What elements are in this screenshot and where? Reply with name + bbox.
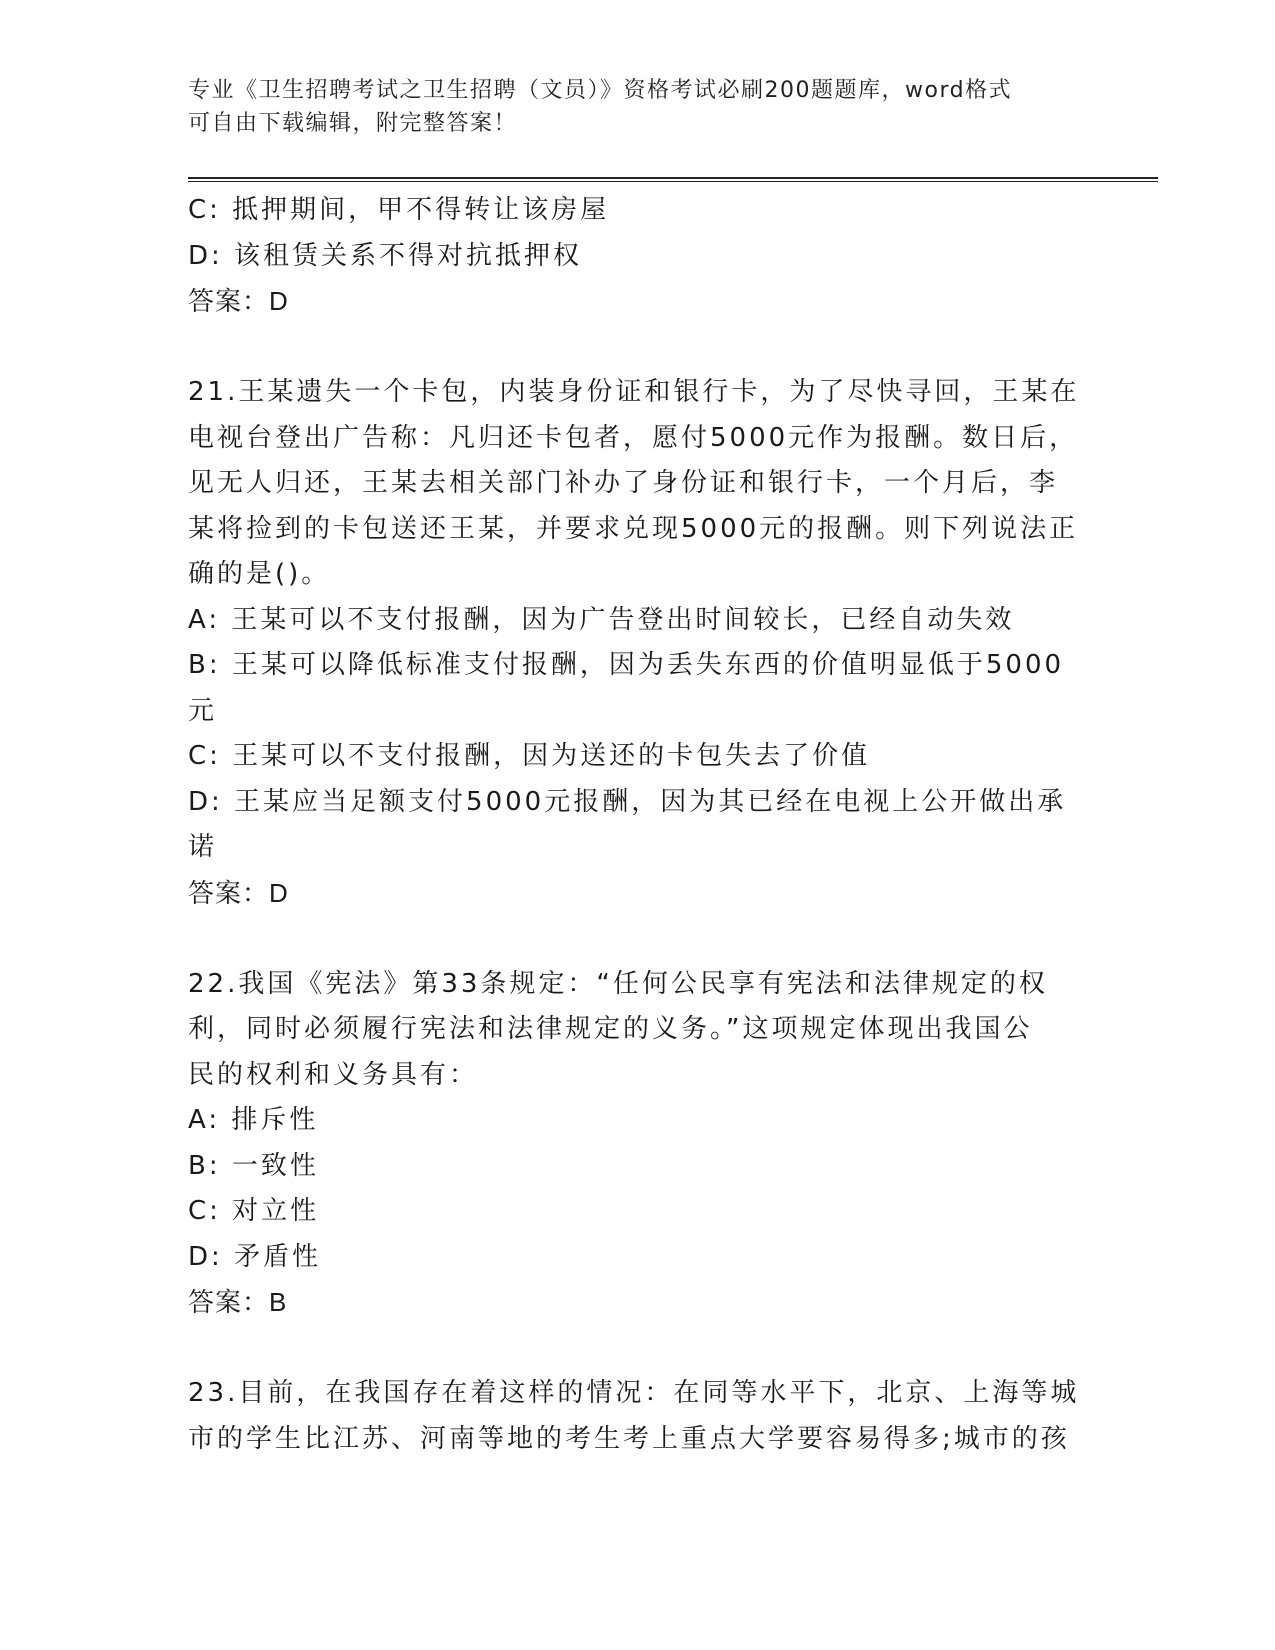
option-d-continued: 诺 [188,832,218,862]
option-b: B: 一致性 [188,1150,319,1181]
option-a: A: 排斥性 [188,1105,319,1135]
question-stem-line: 见无人归还，王某去相关部门补办了身份证和银行卡，一个月后，李 [188,468,1059,498]
header-title-line-2: 可自由下载编辑，附完整答案！ [188,111,518,136]
option-a: A: 王某可以不支付报酬，因为广告登出时间较长，已经自动失效 [188,604,1015,635]
answer-line: 答案：B [188,1287,288,1317]
question-21 [188,370,1088,916]
question-stem-line: 23.目前，在我国存在着这样的情况：在同等水平下，北京、上海等城 [188,1378,1080,1408]
question-22 [188,962,1088,1326]
question-stem-line: 22.我国《宪法》第33条规定：“任何公民享有宪法和法律规定的权 [188,968,1048,999]
option-d: D: 该租赁关系不得对抗抵押权 [188,240,583,271]
option-c: C: 王某可以不支付报酬，因为送还的卡包失去了价值 [188,741,871,771]
question-23 [188,1371,1088,1462]
document-header [188,74,1088,140]
option-c: C: 对立性 [188,1196,320,1226]
option-d: D: 王某应当足额支付5000元报酬，因为其已经在电视上公开做出承 [188,786,1067,817]
question-stem-line: 电视台登出广告称：凡归还卡包者，愿付5000元作为报酬。数日后， [188,422,1079,453]
question-stem-line: 利，同时必须履行宪法和法律规定的义务。”这项规定体现出我国公 [188,1014,1033,1044]
option-b-continued: 元 [188,695,218,726]
question-stem-line: 市的学生比江苏、河南等地的考生考上重点大学要容易得多;城市的孩 [188,1423,1070,1454]
document-body [188,188,1088,1462]
header-title-line-1: 专业《卫生招聘考试之卫生招聘（文员）》资格考试必刷200题题库，word格式 [188,78,1013,103]
option-b: B: 王某可以降低标准支付报酬，因为丢失东西的价值明显低于5000 [188,650,1065,680]
header-divider [188,177,1158,182]
option-c: C: 抵押期间，甲不得转让该房屋 [188,195,610,225]
question-stem-line: 确的是()。 [188,559,331,589]
question-stem-line: 民的权利和义务具有： [188,1059,479,1090]
question-stem-line: 21.王某遗失一个卡包，内装身份证和银行卡，为了尽快寻回，王某在 [188,377,1080,407]
answer-line: 答案：D [188,286,289,316]
answer-line: 答案：D [188,877,289,908]
option-d: D: 矛盾性 [188,1241,322,1272]
question-stem-line: 某将捡到的卡包送还王某，并要求兑现5000元的报酬。则下列说法正 [188,513,1079,544]
previous-question-tail [188,188,1088,325]
